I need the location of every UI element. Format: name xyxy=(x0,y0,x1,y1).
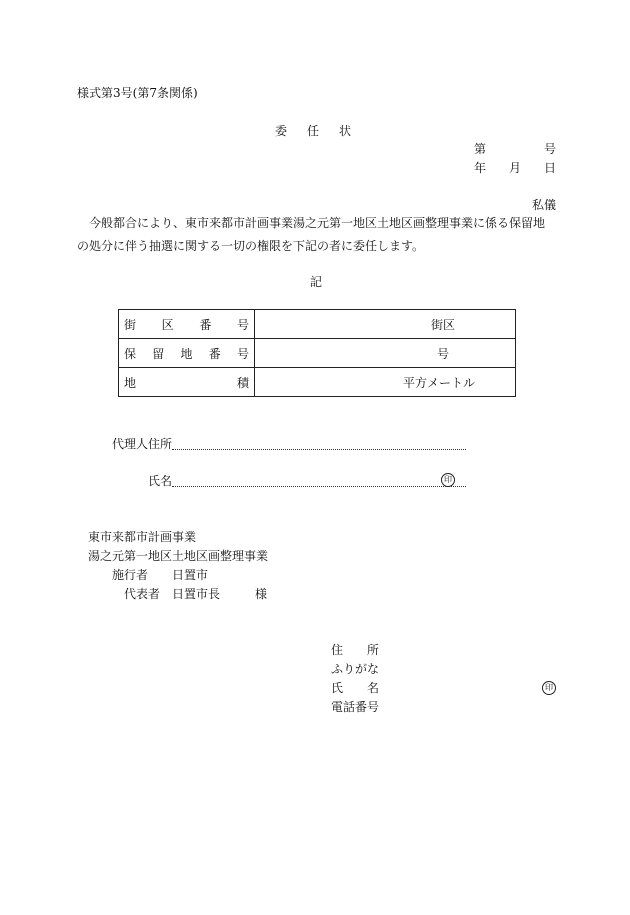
label-char: 区 xyxy=(161,317,174,332)
body-text: 今般都合により、東市来都市計画事業湯之元第一地区土地区画整理事業に係る保留地の処分に伴う抽選に関する一切の権限を下記の者に委任します。 xyxy=(77,216,546,253)
form-number: 様式第3号(第7条関係) xyxy=(77,86,198,100)
label-char: 号 xyxy=(236,346,249,361)
label-reserve-lot-number xyxy=(119,339,255,368)
label-char: 街 xyxy=(124,317,137,332)
date-month: 月 xyxy=(509,161,522,175)
table-row xyxy=(119,368,516,397)
label-area xyxy=(119,368,255,397)
date-year: 年 xyxy=(474,161,487,175)
table-row xyxy=(119,310,516,339)
addressee-line2: 湯之元第一地区土地区画整理事業 xyxy=(88,549,269,563)
honorific: 様 xyxy=(255,587,268,601)
agent-address-line xyxy=(172,449,466,450)
representative-value: 日置市長 xyxy=(172,587,221,601)
executor-label: 施行者 xyxy=(112,568,149,582)
lot-info-table xyxy=(118,309,516,397)
value-area: 平方メートル xyxy=(255,368,516,397)
agent-name-label: 氏名 xyxy=(148,474,173,488)
document-title: 委 任 状 xyxy=(275,124,356,138)
label-char: 留 xyxy=(152,346,165,361)
doc-number-prefix: 第 xyxy=(474,142,487,156)
applicant-address-label: 住 所 xyxy=(331,643,380,657)
signer-label: 私儀 xyxy=(532,198,557,212)
applicant-name-label: 氏 名 xyxy=(331,681,380,695)
label-char: 地 xyxy=(124,375,137,390)
table-row xyxy=(119,339,516,368)
doc-number-suffix: 号 xyxy=(544,142,557,156)
agent-seal-icon: 印 xyxy=(441,473,455,487)
label-char: 番 xyxy=(199,317,212,332)
agent-address-label: 代理人住所 xyxy=(112,437,173,451)
label-char: 積 xyxy=(236,375,249,390)
label-block-number xyxy=(119,310,255,339)
representative-label: 代表者 xyxy=(124,587,161,601)
applicant-seal-icon: 印 xyxy=(542,681,556,695)
label-char: 番 xyxy=(208,346,221,361)
label-char: 保 xyxy=(124,346,137,361)
agent-name-line xyxy=(172,486,466,487)
value-reserve-lot-number: 号 xyxy=(255,339,516,368)
applicant-furigana-label: ふりがな xyxy=(331,662,380,676)
addressee-line1: 東市来都市計画事業 xyxy=(88,530,197,544)
ki-label: 記 xyxy=(310,275,323,289)
date-day: 日 xyxy=(544,161,557,175)
executor-value: 日置市 xyxy=(172,568,209,582)
label-char: 地 xyxy=(180,346,193,361)
applicant-phone-label: 電話番号 xyxy=(331,700,380,714)
label-char: 号 xyxy=(236,317,249,332)
value-block-number: 街区 xyxy=(255,310,516,339)
